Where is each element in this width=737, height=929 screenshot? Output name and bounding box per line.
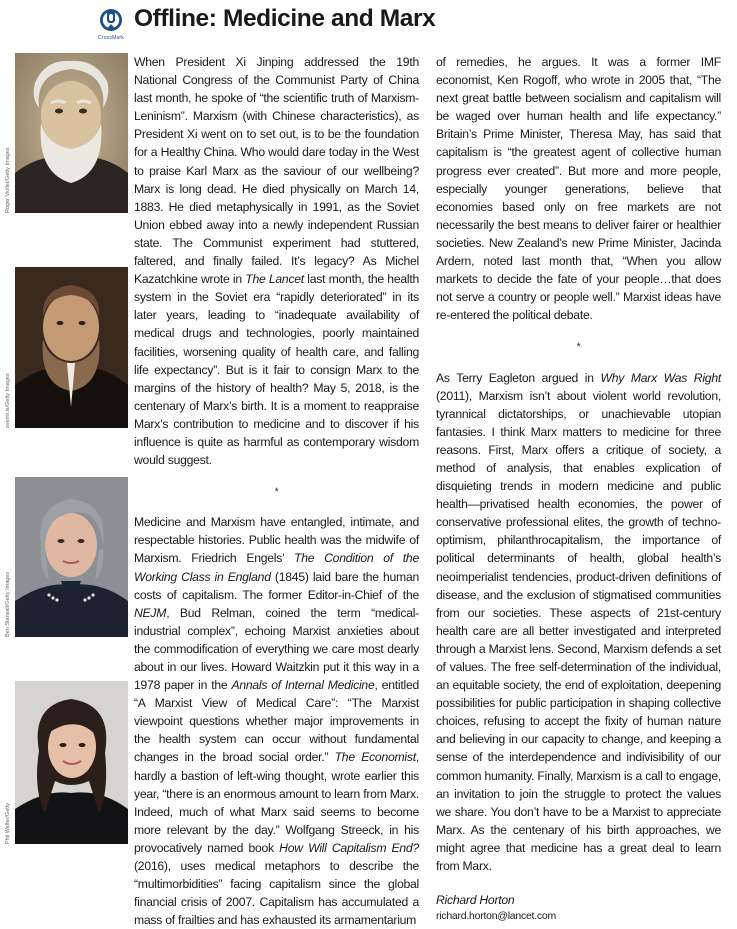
author-email[interactable]: richard.horton@lancet.com xyxy=(436,910,556,923)
photo-credit-engels: sverrir.is/Getty Images xyxy=(5,373,11,428)
author-name: Richard Horton xyxy=(436,893,515,908)
paragraph: of remedies, he argues. It was a former IMF economist, Ken Rogoff, who wrote in 2005 that, “The next great battle between socialism and capitalism will be waged over human health and life expectancy.” Britain’s Prime Minister, Theresa May, has said that capitalism is “the greatest agent of collective human progress ever created”. But more and more people, especially younger generations, believe that economies based only on free markets are not necessarily the best means to deliver fairer or healthier societies. New Zealand’s new Prime Minister, Jacinda Ardern, noted last month that, “When you allow markets to decide the fate of your people…that does not serve a country or people well.” Marxist ideas have re-entered the political debate. xyxy=(436,55,721,323)
photo-ardern xyxy=(15,681,128,844)
photo-engels xyxy=(15,267,128,428)
section-divider: * xyxy=(576,341,581,354)
article-column-left xyxy=(134,53,419,929)
paragraph: When President Xi Jinping addressed the 19th National Congress of the Communist Party of China last month, he spoke of “the scientific truth of Marxism-Leninism”. Marxism (with Chinese characteristics), as President Xi went on to set out, is to be the foundation for a Healthy China. Who would dare today in the West to praise Karl Marx as the saviour of our wellbeing? Marx is long dead. He died physically on March 14, 1883. He died metaphysically in 1991, as the Soviet Union ebbed away into a newly independent Russian state. The Communist experiment had stuttered, faltered, and finally failed. It’s legacy? As Michel Kazatchkine wrote in The Lancet last month, the health system in the Soviet era “rapidly deteriorated” in its later years, leading to “inadequate availability of medical drugs and technologies, poorly maintained facilities, worsening quality of health care, and falling life expectancy”. But is it fair to consign Marx to the margins of the history of health? May 5, 2018, is the centenary of Marx’s birth. It is a moment to reappraise Marx’s contribution to medicine and to discover if his influence is quite as harmful as contemporary wisdom would suggest. xyxy=(134,55,419,468)
article-column-right xyxy=(436,53,721,923)
crossmark-icon xyxy=(99,8,123,34)
section-divider: * xyxy=(274,486,279,499)
paragraph: Medicine and Marxism have entangled, intimate, and respectable histories. Public health was the midwife of Marxism. Friedrich Engels’ The Condition of the Working Class in England (1845) laid bare the human costs of capitalism. The former Editor-in-Chief of the NEJM, Bud Relman, coined the term “medical-industrial complex”, echoing Marxist anxieties about the commodification of everything we care most dearly about in our lives. Howard Waitzkin put it this way in a 1978 paper in the Annals of Internal Medicine, entitled “A Marxist View of Medical Care”: “The Marxist viewpoint questions whether major improvements in the health system can occur without fundamental changes in the broad social order.” The Economist, hardly a bastion of left-wing thought, wrote earlier this year, “there is an enormous amount to learn from Marx. Indeed, much of what Marx said seems to become more relevant by the day.” Wolfgang Streeck, in his provocatively named book How Will Capitalism End? (2016), uses medical metaphors to describe the “multimorbidities” facing capitalism since the global financial crisis of 2007. Capitalism has accumulated a mass of frailties and has exhausted its armamentarium xyxy=(134,515,420,928)
photo-credit-may: Ben Stansall/Getty Images xyxy=(5,571,11,637)
crossmark-label: CrossMark xyxy=(98,35,124,41)
page-title: Offline: Medicine and Marx xyxy=(134,5,436,32)
photo-credit-marx: Roger Viollet/Getty Images xyxy=(5,147,11,213)
photo-credit-ardern: Phil Walter/Getty xyxy=(5,802,11,844)
photo-marx xyxy=(15,53,128,213)
photo-may xyxy=(15,477,128,637)
paragraph: As Terry Eagleton argued in Why Marx Was Right (2011), Marxism isn’t about violent world revolution, tyrannical dictatorships, or unachievable utopian fantasies. I think Marx matters to medicine for three reasons. First, Marx offers a critique of society, a method of analysis, that enables explication of disquieting trends in modern medicine and public health—privatised health economies, the power of conservative professional elites, the growth of techno-optimism, philanthrocapitalism, the importance of political determinants of health, global health’s neoimperialist tendencies, product-driven definitions of disease, and the exclusion of stigmatised communities from our societies. These aspects of 21st-century health care are all better investigated and interpreted through a Marxist lens. Second, Marxism defends a set of values. The free self-determination of the individual, an equitable society, the end of exploitation, deepening possibilities for public participation in shaping collective choices, refusing to accept the fixity of human nature and believing in our capacity to change, and keeping a sense of the interdependence and indivisibility of our common humanity. Finally, Marxism is a call to engage, an invitation to join the struggle to protect the values we share. You don’t have to be a Marxist to appreciate Marx. As the centenary of his birth approaches, we might agree that medicine has a great deal to learn from Marx. xyxy=(436,370,722,874)
crossmark-logo[interactable] xyxy=(96,8,126,41)
